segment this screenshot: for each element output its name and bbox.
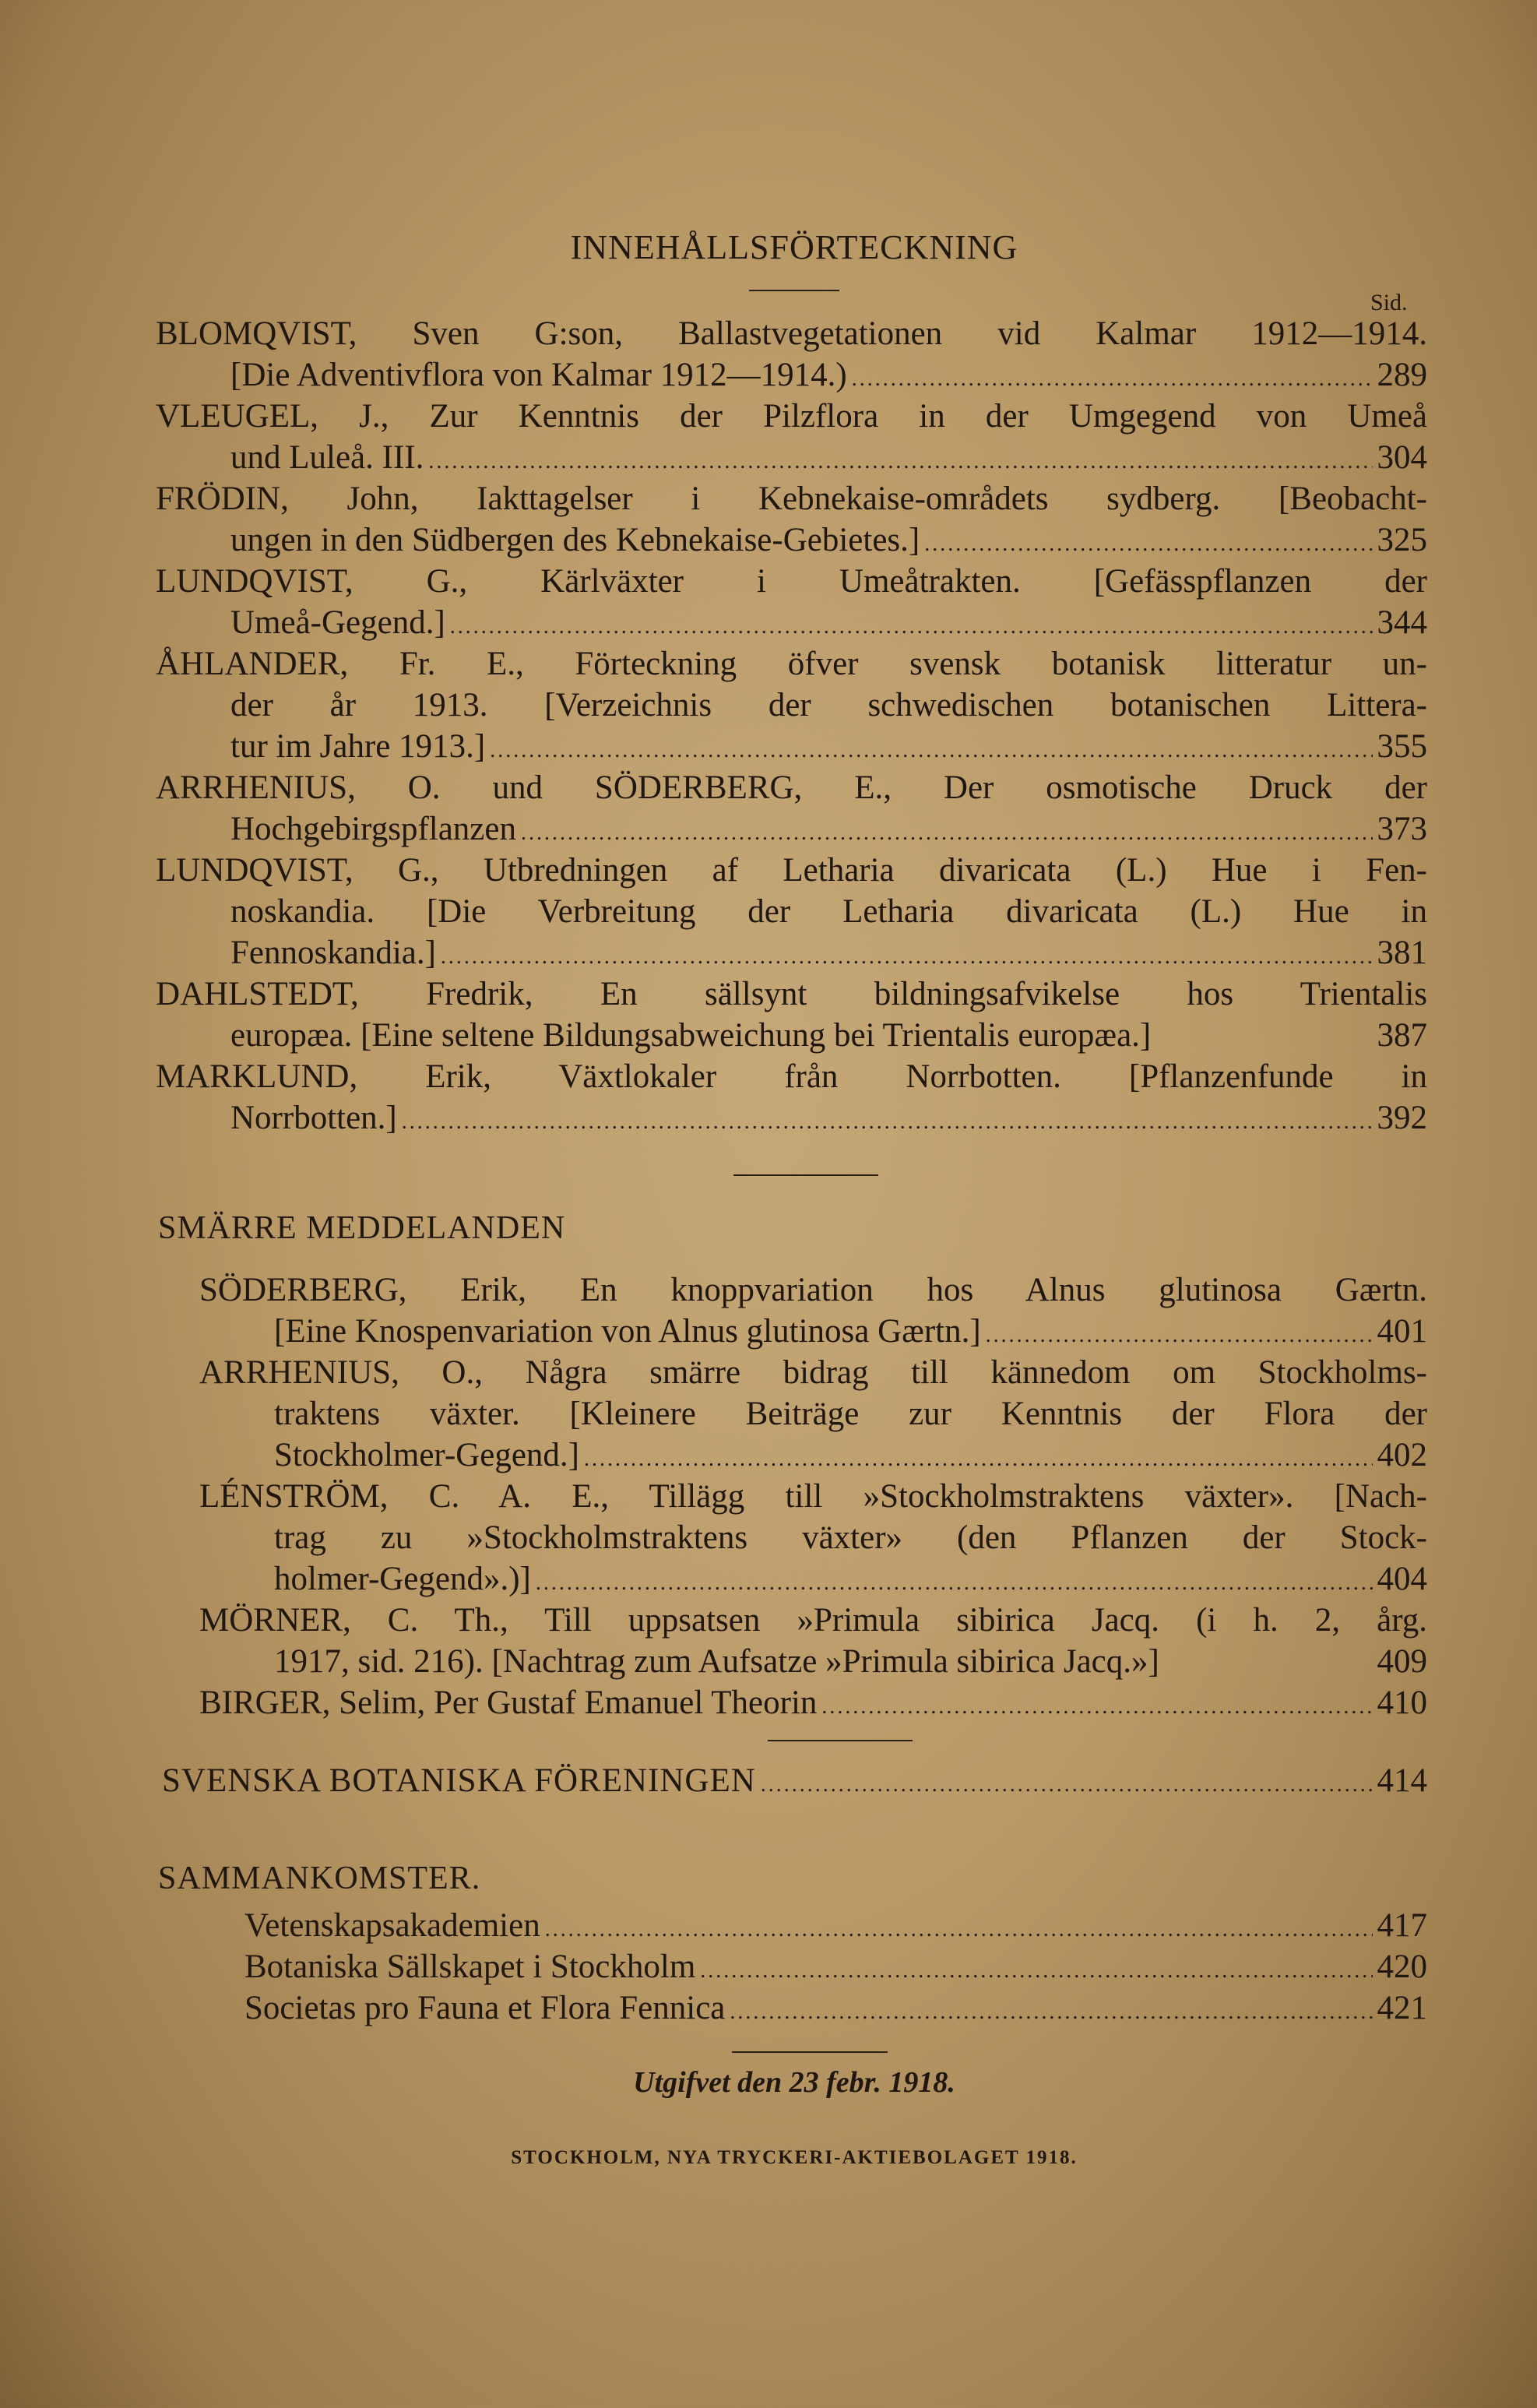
leader-dots	[545, 1909, 1373, 1950]
entry-line: DAHLSTEDT, Fredrik, En sällsynt bildningsafvikelse hos Trientalis	[156, 976, 1427, 1012]
toc-entry	[156, 1056, 1427, 1139]
toc-entry	[199, 1682, 1427, 1723]
page-number: 410	[1377, 1685, 1427, 1721]
entry-last-line: Umeå-Gegend.]	[230, 604, 445, 641]
page-column-label: Sid.	[1370, 290, 1408, 315]
printer-line: STOCKHOLM, NYA TRYCKERI-AKTIEBOLAGET 1918.	[511, 2147, 1078, 2168]
foreningen-label: SVENSKA BOTANISKA FÖRENINGEN	[162, 1762, 756, 1799]
leader-dots	[821, 1686, 1372, 1727]
entry-last-line: holmer-Gegend».)]	[274, 1561, 531, 1597]
entry-last-line: tur im Jahre 1913.]	[230, 728, 486, 765]
entry-last-line: Stockholmer-Gegend.]	[274, 1437, 579, 1473]
page-number: 404	[1377, 1561, 1427, 1597]
entry-last-line: Fennoskandia.]	[230, 935, 436, 971]
leader-dots	[584, 1438, 1373, 1480]
entry-last-line: [Eine Knospenvariation von Alnus glutinosa Gærtn.]	[274, 1313, 981, 1350]
entry-line: ÅHLANDER, Fr. E., Förteckning öfver svensk botanisk litteratur un-	[156, 646, 1427, 682]
entry-line: ARRHENIUS, O. und SÖDERBERG, E., Der osmotische Druck der	[156, 769, 1427, 806]
entry-last-line: Hochgebirgspflanzen	[230, 811, 516, 847]
section-rule-3	[732, 2051, 888, 2053]
entry-last-line: [Die Adventivflora von Kalmar 1912—1914.)	[230, 357, 847, 393]
toc-entry	[156, 767, 1427, 850]
page-number: 420	[1377, 1949, 1427, 1985]
toc-entry	[156, 643, 1427, 767]
toc-entry	[199, 1600, 1427, 1682]
entry-last-line: 1917, sid. 216). [Nachtrag zum Aufsatze »Primula sibirica Jacq.»]	[274, 1643, 1159, 1680]
leader-dots	[761, 1764, 1373, 1805]
entry-line: traktens växter. [Kleinere Beiträge zur Kenntnis der Flora der	[274, 1396, 1427, 1432]
toc-entry	[199, 1352, 1427, 1476]
entry-line: LUNDQVIST, G., Utbredningen af Letharia divaricata (L.) Hue i Fen-	[156, 852, 1427, 889]
page-number: 289	[1377, 357, 1427, 393]
section-rule-2	[768, 1740, 913, 1741]
toc-entry	[156, 973, 1427, 1056]
page-number: 421	[1377, 1990, 1427, 2026]
leader-dots	[490, 730, 1372, 771]
page-number: 402	[1377, 1437, 1427, 1473]
entry-last-line: BIRGER, Selim, Per Gustaf Emanuel Theorin	[199, 1685, 818, 1721]
page-number: 414	[1377, 1762, 1427, 1799]
sammankomster-heading: SAMMANKOMSTER.	[158, 1861, 481, 1896]
entry-line: FRÖDIN, John, Iakttagelser i Kebnekaise-områdets sydberg. [Beobacht-	[156, 481, 1427, 517]
entry-last-line: Norrbotten.]	[230, 1100, 397, 1136]
leader-dots	[450, 606, 1373, 647]
leader-dots	[441, 936, 1373, 977]
leader-dots	[700, 1950, 1372, 1991]
leader-dots	[402, 1101, 1373, 1142]
page-number: 381	[1377, 935, 1427, 971]
leader-dots	[986, 1315, 1373, 1356]
leader-dots	[428, 441, 1372, 482]
smarre-heading: SMÄRRE MEDDELANDEN	[158, 1210, 566, 1246]
entry-last-line: und Luleå. III.	[230, 439, 424, 476]
entry-line: der år 1913. [Verzeichnis der schwedischen botanischen Littera-	[230, 687, 1427, 723]
page-number: 355	[1377, 728, 1427, 765]
foreningen-entry	[162, 1760, 1427, 1801]
title-rule	[749, 290, 839, 291]
page-number: 325	[1377, 522, 1427, 558]
page-number: 304	[1377, 439, 1427, 476]
entry-line: BLOMQVIST, Sven G:son, Ballastvegetationen vid Kalmar 1912—1914.	[156, 315, 1427, 352]
entry-line: LÉNSTRÖM, C. A. E., Tillägg till »Stockholmstraktens växter». [Nach-	[199, 1478, 1427, 1515]
page-number: 344	[1377, 604, 1427, 641]
toc-entry	[199, 1269, 1427, 1352]
entry-line: MARKLUND, Erik, Växtlokaler från Norrbotten. [Pflanzenfunde in	[156, 1058, 1427, 1095]
page-number: 401	[1377, 1313, 1427, 1350]
toc-entry	[156, 850, 1427, 973]
page-title: INNEHÅLLSFÖRTECKNING	[570, 228, 1018, 266]
entry-line: MÖRNER, C. Th., Till uppsatsen »Primula sibirica Jacq. (i h. 2, årg.	[199, 1602, 1427, 1639]
toc-entry	[156, 478, 1427, 561]
sammankomst-label: Vetenskapsakademien	[244, 1907, 540, 1944]
entry-line: noskandia. [Die Verbreitung der Letharia divaricata (L.) Hue in	[230, 893, 1427, 930]
sammankomst-entry	[244, 1987, 1427, 2029]
leader-dots	[852, 358, 1373, 400]
publication-date: Utgifvet den 23 febr. 1918.	[633, 2066, 955, 2099]
section-rule-1	[733, 1174, 878, 1176]
sammankomst-entry	[244, 1946, 1427, 1987]
sammankomst-entry	[244, 1905, 1427, 1946]
page-number: 392	[1377, 1100, 1427, 1136]
toc-entry	[199, 1476, 1427, 1600]
page-number: 373	[1377, 811, 1427, 847]
page-number: 417	[1377, 1907, 1427, 1944]
entry-line: ARRHENIUS, O., Några smärre bidrag till kännedom om Stockholms-	[199, 1354, 1427, 1391]
sammankomst-label: Botaniska Sällskapet i Stockholm	[244, 1949, 696, 1985]
entry-line: LUNDQVIST, G., Kärlväxter i Umeåtrakten. [Gefässpflanzen der	[156, 563, 1427, 600]
leader-dots	[521, 812, 1373, 854]
leader-dots	[536, 1562, 1373, 1604]
page-number: 409	[1377, 1643, 1427, 1680]
entry-line: SÖDERBERG, Erik, En knoppvariation hos Alnus glutinosa Gærtn.	[199, 1272, 1427, 1308]
leader-dots	[730, 1991, 1372, 2033]
toc-entry	[156, 396, 1427, 478]
toc-entry	[156, 561, 1427, 643]
sammankomst-label: Societas pro Fauna et Flora Fennica	[244, 1990, 726, 2026]
leader-dots	[924, 523, 1372, 565]
entry-last-line: ungen in den Südbergen des Kebnekaise-Gebietes.]	[230, 522, 920, 558]
page-number: 387	[1377, 1017, 1427, 1054]
entry-line: VLEUGEL, J., Zur Kenntnis der Pilzflora in der Umgegend von Umeå	[156, 398, 1427, 435]
entry-line: trag zu »Stockholmstraktens växter» (den Pflanzen der Stock-	[274, 1519, 1427, 1556]
toc-entry	[156, 313, 1427, 396]
entry-last-line: europæa. [Eine seltene Bildungsabweichung bei Trientalis europæa.]	[230, 1017, 1152, 1054]
